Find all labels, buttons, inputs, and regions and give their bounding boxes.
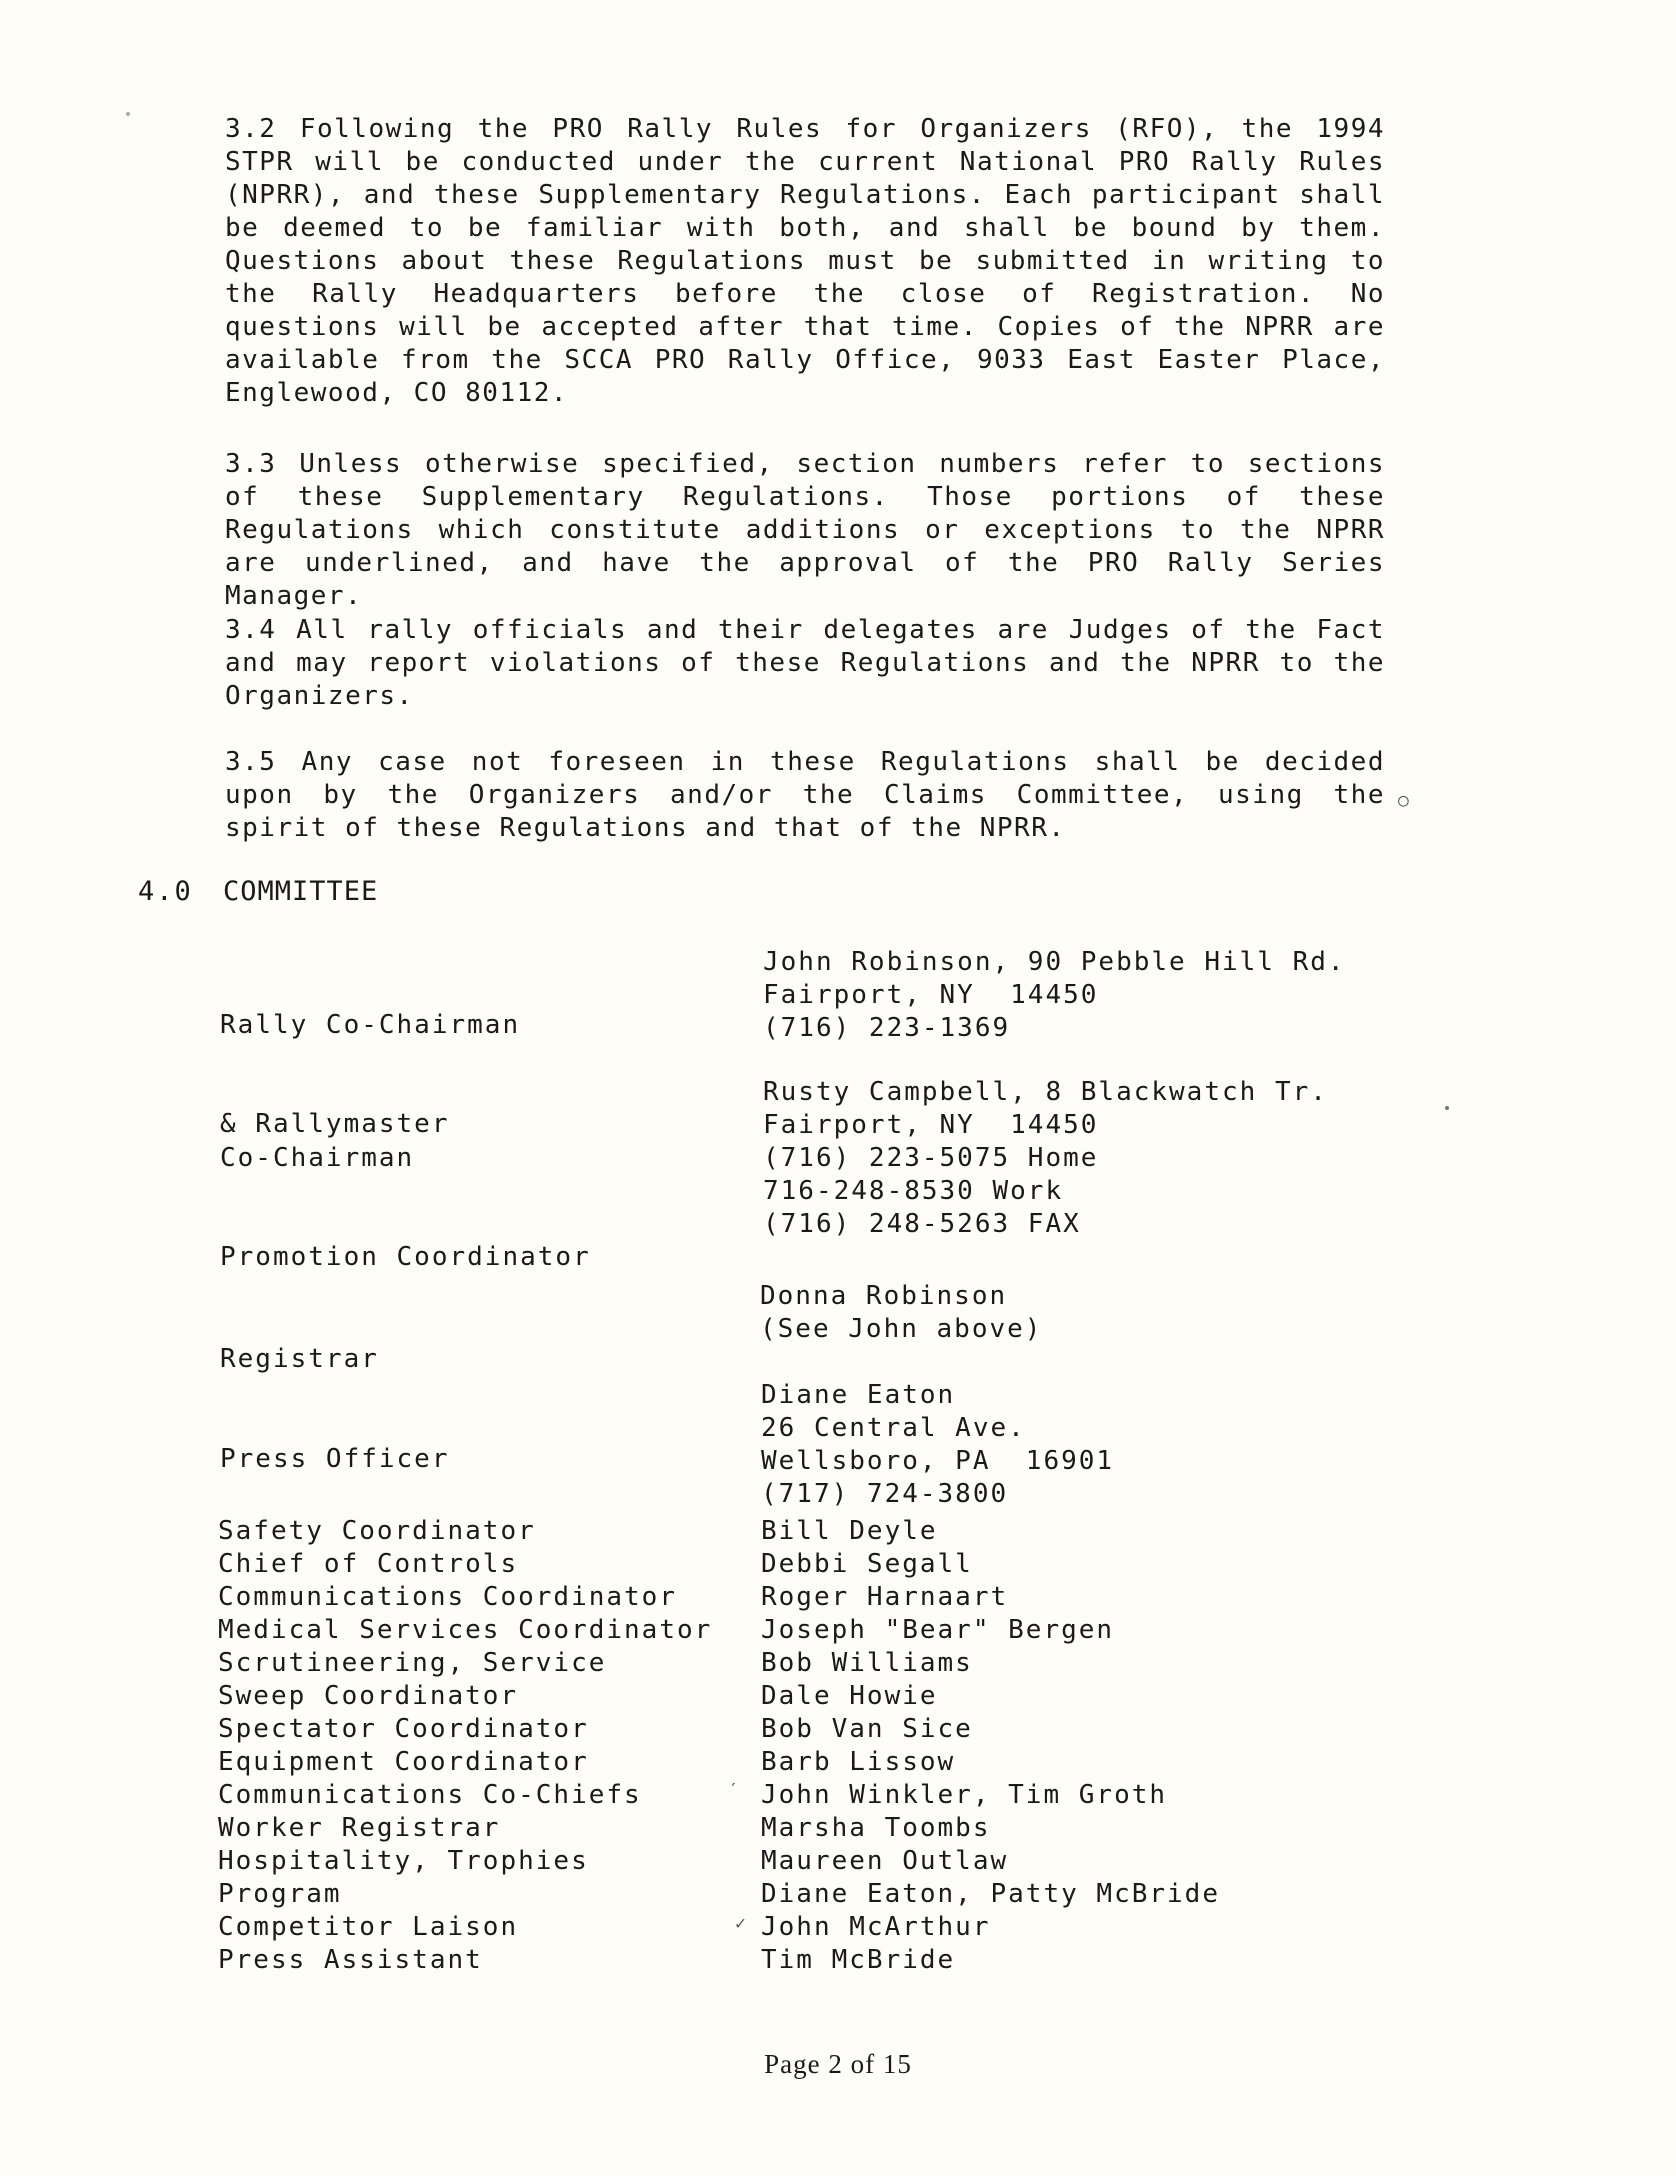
pen-tick-icon: ′ [728, 1780, 739, 1801]
contact-line: Rusty Campbell, 8 Blackwatch Tr. [763, 1077, 1328, 1107]
contact-line: Wellsboro, PA 16901 [761, 1446, 1115, 1476]
contact-line: (716) 223-1369 [763, 1013, 1011, 1043]
list-item [0, 1713, 1676, 1746]
list-name: Maureen Outlaw [761, 1846, 1009, 1876]
list-role: Chief of Controls [218, 1549, 519, 1579]
contact-line: John Robinson, 90 Pebble Hill Rd. [763, 947, 1346, 977]
role-line: Rally Co-Chairman [220, 1010, 521, 1040]
list-item [0, 1746, 1676, 1779]
list-role: Medical Services Coordinator [218, 1615, 713, 1645]
list-name: Bob Williams [761, 1648, 973, 1678]
list-role: Communications Coordinator [218, 1582, 677, 1612]
list-item [0, 1878, 1676, 1911]
list-item [0, 1911, 1676, 1944]
list-item [0, 1812, 1676, 1845]
list-item [0, 1548, 1676, 1581]
pen-tick-icon: ✓ [735, 1913, 746, 1934]
scan-speck [1445, 1106, 1449, 1110]
list-name: Bill Deyle [761, 1516, 938, 1546]
list-item [0, 1515, 1676, 1548]
scan-speck [126, 112, 130, 116]
list-item [0, 1779, 1676, 1812]
paragraph-3-2: 3.2 Following the PRO Rally Rules for Organizers (RFO), the 1994 STPR will be conducted under the current National PRO Rally Rules (NPRR), and these Supplementary Regulations. Each participant shall be deemed to be familiar with both, and shall be bound by them. Questions about these Regulations must be submitted in writing to the Rally Headquarters before the close of Registration. No questions will be accepted after that time. Copies of the NPRR are available from the SCCA PRO Rally Office, 9033 East Easter Place, Englewood, CO 80112. [225, 114, 1385, 408]
role-line: Press Officer [220, 1444, 450, 1474]
list-name: Diane Eaton, Patty McBride [761, 1879, 1220, 1909]
list-item [0, 1944, 1676, 1977]
list-item [0, 1614, 1676, 1647]
list-role: Press Assistant [218, 1945, 483, 1975]
list-role: Safety Coordinator [218, 1516, 536, 1546]
list-name: Tim McBride [761, 1945, 956, 1975]
contact-line: 26 Central Ave. [761, 1413, 1026, 1443]
list-name: Bob Van Sice [761, 1714, 973, 1744]
paragraph-3-4: 3.4 All rally officials and their delegates are Judges of the Fact and may report violations of these Regulations and the NPRR to the Organizers. [225, 615, 1385, 711]
role-line: Co-Chairman [220, 1143, 415, 1173]
list-role: Equipment Coordinator [218, 1747, 589, 1777]
list-name: John Winkler, Tim Groth [761, 1780, 1168, 1810]
committee-contact [763, 946, 1463, 1045]
contact-line: (See John above) [760, 1314, 1043, 1344]
list-role: Spectator Coordinator [218, 1714, 589, 1744]
contact-line: Fairport, NY 14450 [763, 1110, 1099, 1140]
list-name: Debbi Segall [761, 1549, 973, 1579]
contact-line: Diane Eaton [761, 1380, 956, 1410]
list-role: Scrutineering, Service [218, 1648, 607, 1678]
role-line: Registrar [220, 1344, 379, 1374]
list-role: Communications Co-Chiefs [218, 1780, 642, 1810]
committee-contact [760, 1280, 1460, 1346]
list-name: Barb Lissow [761, 1747, 956, 1777]
section-title: COMMITTEE [223, 876, 379, 907]
list-item [0, 1845, 1676, 1878]
role-line: Promotion Coordinator [220, 1242, 591, 1272]
contact-line: (716) 223-5075 Home [763, 1143, 1099, 1173]
list-name: Joseph "Bear" Bergen [761, 1615, 1115, 1645]
committee-contact [761, 1379, 1461, 1511]
list-role: Worker Registrar [218, 1813, 501, 1843]
pen-mark-icon: ○ [1398, 790, 1409, 811]
committee-list [0, 1515, 1676, 1977]
contact-line: Fairport, NY 14450 [763, 980, 1099, 1010]
role-line: & Rallymaster [220, 1109, 450, 1139]
list-name: Marsha Toombs [761, 1813, 991, 1843]
contact-line: Donna Robinson [760, 1281, 1008, 1311]
paragraph-3-5: 3.5 Any case not foreseen in these Regulations shall be decided upon by the Organizers and/or the Claims Committee, using the spirit of these Regulations and that of the NPRR. [225, 747, 1385, 843]
section-number: 4.0 [138, 876, 193, 907]
contact-line: (717) 724-3800 [761, 1479, 1009, 1509]
list-role: Program [218, 1879, 342, 1909]
list-name: Dale Howie [761, 1681, 938, 1711]
contact-line: (716) 248-5263 FAX [763, 1209, 1081, 1239]
list-name: Roger Harnaart [761, 1582, 1009, 1612]
list-item [0, 1647, 1676, 1680]
list-item [0, 1680, 1676, 1713]
paragraph-3-3: 3.3 Unless otherwise specified, section numbers refer to sections of these Supplementary Regulations. Those portions of these Regulations which constitute additions or exceptions to the NPRR are underlined, and have the approval of the PRO Rally Series Manager. [225, 449, 1385, 611]
page-number: Page 2 of 15 [764, 2049, 912, 2079]
list-item [0, 1581, 1676, 1614]
committee-contact [763, 1076, 1463, 1241]
list-name: John McArthur [761, 1912, 991, 1942]
list-role: Competitor Laison [218, 1912, 519, 1942]
list-role: Hospitality, Trophies [218, 1846, 589, 1876]
list-role: Sweep Coordinator [218, 1681, 519, 1711]
contact-line: 716-248-8530 Work [763, 1176, 1064, 1206]
